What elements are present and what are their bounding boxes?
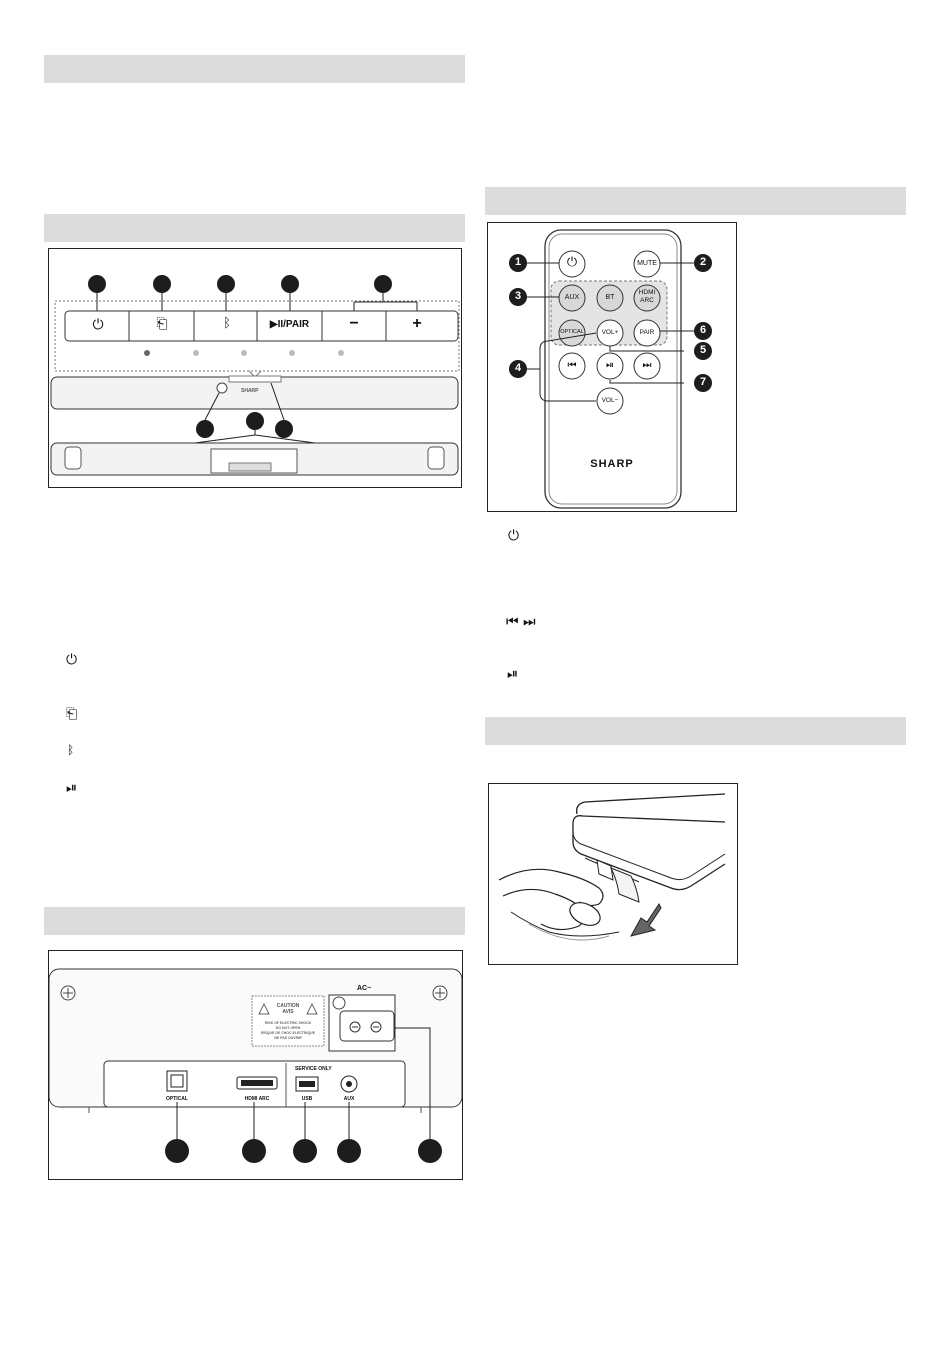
- volume-down-button[interactable]: −: [349, 315, 359, 332]
- service-only-label: SERVICE ONLY: [295, 1066, 332, 1072]
- section-header-bar: [44, 55, 465, 83]
- hdmi-label: HDMI: [638, 289, 656, 296]
- play-pause-icon: ⏯: [66, 780, 78, 796]
- bluetooth-icon: ᛒ: [223, 316, 231, 331]
- remote-bt-button[interactable]: BT: [605, 294, 615, 301]
- rear-panel-diagram: [49, 951, 462, 1179]
- callout-1: [88, 275, 106, 293]
- caution-text: [254, 1021, 322, 1041]
- ac-label: AC~: [357, 985, 372, 992]
- caution-line: DO NOT OPEN: [275, 1026, 301, 1030]
- battery-tab-figure: [488, 783, 738, 965]
- play-pair-button[interactable]: ▶II/PAIR: [269, 319, 310, 330]
- callout-usb: [293, 1139, 317, 1163]
- caution-line: NE PAS OUVRIR: [274, 1036, 302, 1040]
- volume-up-button[interactable]: +: [412, 315, 422, 332]
- remote-power-button[interactable]: ⏻: [566, 255, 578, 270]
- caution-title: CAUTION: [276, 1003, 300, 1009]
- callout-number: 7: [699, 376, 707, 388]
- section-header-bar: [485, 187, 906, 215]
- section-header-bar: [485, 717, 906, 745]
- arc-label: ARC: [640, 297, 654, 304]
- play-pause-icon: ⏯: [507, 666, 519, 682]
- bluetooth-icon: ᛒ: [67, 743, 75, 757]
- callout-hdmi: [242, 1139, 266, 1163]
- callout-number: 1: [514, 256, 522, 268]
- port-hdmi-label: HDMI ARC: [244, 1096, 270, 1102]
- caution-subtitle: AVIS: [282, 1009, 294, 1015]
- soundbar-brand: SHARP: [241, 388, 259, 394]
- power-button[interactable]: [89, 317, 107, 335]
- remote-brand-logo: SHARP: [590, 458, 634, 470]
- rear-panel-figure: [48, 950, 463, 1180]
- port-usb-label: USB: [301, 1096, 313, 1102]
- callout-8: [275, 420, 293, 438]
- callout-5: [374, 275, 392, 293]
- remote-prev-button[interactable]: ⏮: [567, 360, 577, 371]
- callout-aux: [337, 1139, 361, 1163]
- remote-aux-button[interactable]: AUX: [564, 294, 580, 301]
- remote-vol-down-button[interactable]: VOL−: [601, 397, 619, 404]
- battery-tab-diagram: [489, 784, 737, 964]
- callout-ac: [418, 1139, 442, 1163]
- bluetooth-button[interactable]: [218, 316, 236, 334]
- power-icon: ⏻: [66, 652, 78, 668]
- callout-number: 3: [514, 290, 522, 302]
- remote-pair-button[interactable]: PAIR: [639, 329, 655, 336]
- remote-figure: [487, 222, 737, 512]
- callout-number: 6: [699, 324, 707, 336]
- soundbar-figure: [48, 248, 462, 488]
- remote-vol-up-button[interactable]: VOL+: [601, 329, 619, 336]
- skip-icon: ⏮ ⏭: [506, 614, 536, 630]
- section-header-bar: [44, 214, 465, 242]
- remote-optical-button[interactable]: OPTICAL: [560, 329, 584, 335]
- input-button[interactable]: [153, 316, 171, 334]
- port-optical-label: OPTICAL: [166, 1096, 188, 1102]
- section-header-bar: [44, 907, 465, 935]
- soundbar-diagram: [49, 249, 461, 487]
- remote-mute-button[interactable]: MUTE: [637, 260, 657, 267]
- caution-line: RISK OF ELECTRIC SHOCK: [264, 1021, 312, 1025]
- port-aux-label: AUX: [343, 1096, 355, 1102]
- power-icon: ⏻: [92, 317, 104, 333]
- caution-line: RISQUE DE CHOC ELECTRIQUE: [260, 1031, 316, 1035]
- input-icon: ⎗: [66, 706, 78, 722]
- callout-number: 5: [699, 344, 707, 356]
- callout-2: [153, 275, 171, 293]
- power-icon: ⏻: [508, 528, 520, 544]
- remote-play-pause-button[interactable]: ⏯: [606, 360, 614, 371]
- callout-number: 4: [514, 362, 522, 374]
- callout-4: [281, 275, 299, 293]
- input-icon: ⎗: [156, 316, 168, 332]
- remote-hdmi-button[interactable]: [634, 289, 660, 305]
- callout-number: 2: [699, 256, 707, 268]
- callout-optical: [165, 1139, 189, 1163]
- callout-6: [196, 420, 214, 438]
- callout-3: [217, 275, 235, 293]
- remote-next-button[interactable]: ⏭: [642, 360, 652, 371]
- callout-7: [246, 412, 264, 430]
